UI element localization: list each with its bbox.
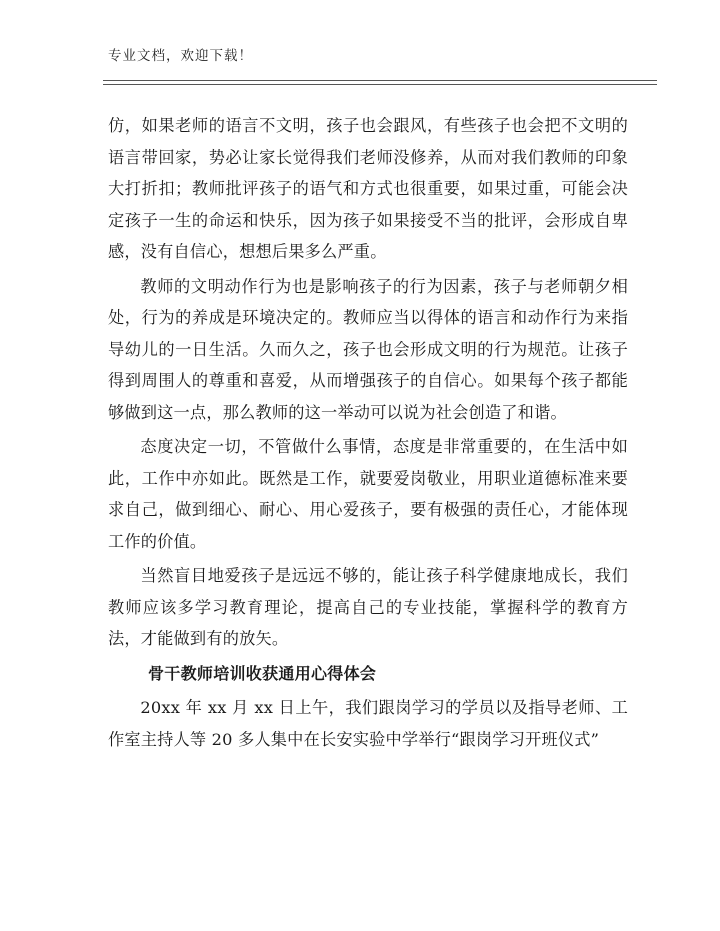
- page-header: 专业文档，欢迎下载！: [108, 48, 253, 64]
- paragraph-2: 教师的文明动作行为也是影响孩子的行为因素，孩子与老师朝夕相处，行为的养成是环境决定的。教师应当以得体的语言和动作行为来指导幼儿的一日生活。久而久之，孩子也会形成文明的行为规范。让孩子得到周围人的尊重和喜爱，从而增强孩子的自信心。如果每个孩子都能够做到这一点，那么教师的这一举动可以说为社会创造了和谐。: [108, 276, 628, 422]
- document-body: [108, 110, 628, 758]
- paragraph-5: 20xx 年 xx 月 xx 日上午，我们跟岗学习的学员以及指导老师、工作室主持人等 20 多人集中在长安实验中学举行“跟岗学习开班仪式”: [108, 698, 628, 749]
- paragraph-3: 态度决定一切，不管做什么事情，态度是非常重要的，在生活中如此，工作中亦如此。既然是工作，就要爱岗敬业，用职业道德标准来要求自己，做到细心、耐心、用心爱孩子，要有极强的责任心，才能体现工作的价值。: [108, 437, 628, 551]
- header-rule-top: [103, 80, 657, 81]
- section-title: 骨干教师培训收获通用心得体会: [148, 663, 377, 683]
- paragraph-4: 当然盲目地爱孩子是远远不够的，能让孩子科学健康地成长，我们教师应该多学习教育理论，提高自己的专业技能，掌握科学的教育方法，才能做到有的放矢。: [108, 566, 628, 648]
- paragraph-1: 仿，如果老师的语言不文明，孩子也会跟风，有些孩子也会把不文明的语言带回家，势必让家长觉得我们老师没修养，从而对我们教师的印象大打折扣；教师批评孩子的语气和方式也很重要，如果过重，可能会决定孩子一生的命运和快乐，因为孩子如果接受不当的批评，会形成自卑感，没有自信心，想想后果多么严重。: [108, 116, 628, 261]
- header-rule-bottom: [103, 84, 657, 85]
